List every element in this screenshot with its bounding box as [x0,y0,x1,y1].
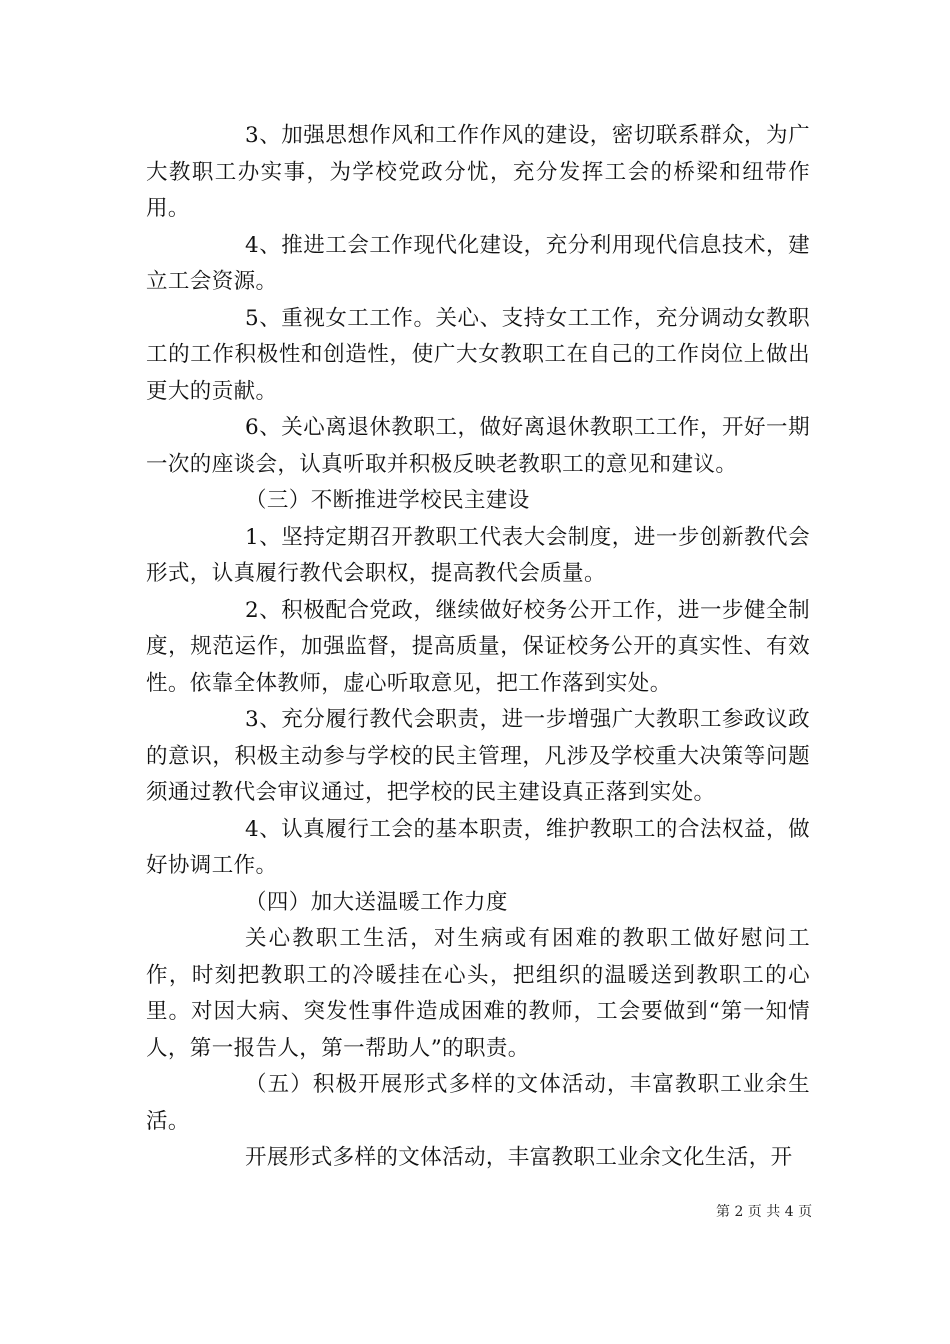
section-heading-5: （五）积极开展形式多样的文体活动，丰富教职工业余生活。 [146,1072,810,1134]
paragraph-democracy-3: 3、充分履行教代会职责，进一步增强广大教职工参政议政的意识，积极主动参与学校的民主管理，凡涉及学校重大决策等问题须通过教代会审议通过，把学校的民主建设真正落到实处。 [146,707,810,805]
paragraph-activities: 开展形式多样的文体活动，丰富教职工业余文化生活，开 [245,1145,793,1170]
paragraph-5-women: 5、重视女工工作。关心、支持女工工作，充分调动女教职工的工作积极性和创造性，使广大女教职工在自己的工作岗位上做出更大的贡献。 [146,305,810,404]
section-heading-4: （四）加大送温暖工作力度 [245,889,508,915]
paragraph-4-modernization: 4、推进工会工作现代化建设，充分利用现代信息技术，建立工会资源。 [146,232,810,294]
paragraph-democracy-1: 1、坚持定期召开教职工代表大会制度，进一步创新教代会形式，认真履行教代会职权，提高教代会质量。 [146,524,810,586]
paragraph-3-style: 3、加强思想作风和工作作风的建设，密切联系群众，为广大教职工办实事，为学校党政分忧，充分发挥工会的桥梁和纽带作用。 [146,123,810,221]
section-heading-3: （三）不断推进学校民主建设 [245,488,530,513]
paragraph-6-retired: 6、关心离退休教职工，做好离退休教职工工作，开好一期一次的座谈会，认真听取并积极反映老教职工的意见和建议。 [146,415,810,477]
paragraph-democracy-4: 4、认真履行工会的基本职责，维护教职工的合法权益，做好协调工作。 [146,816,810,878]
paragraph-warmth: 关心教职工生活，对生病或有困难的教职工做好慰问工作，时刻把教职工的冷暖挂在心头，把组织的温暖送到教职工的心里。对因大病、突发性事件造成困难的教师，工会要做到“第一知情人，第一报告人，第一帮助人”的职责。 [146,926,810,1061]
paragraph-democracy-2: 2、积极配合党政，继续做好校务公开工作，进一步健全制度，规范运作，加强监督，提高质量，保证校务公开的真实性、有效性。依靠全体教师，虚心听取意见，把工作落到实处。 [146,597,810,696]
document-body [146,118,810,1177]
page-number-footer: 第 2 页 共 4 页 [716,1204,813,1220]
